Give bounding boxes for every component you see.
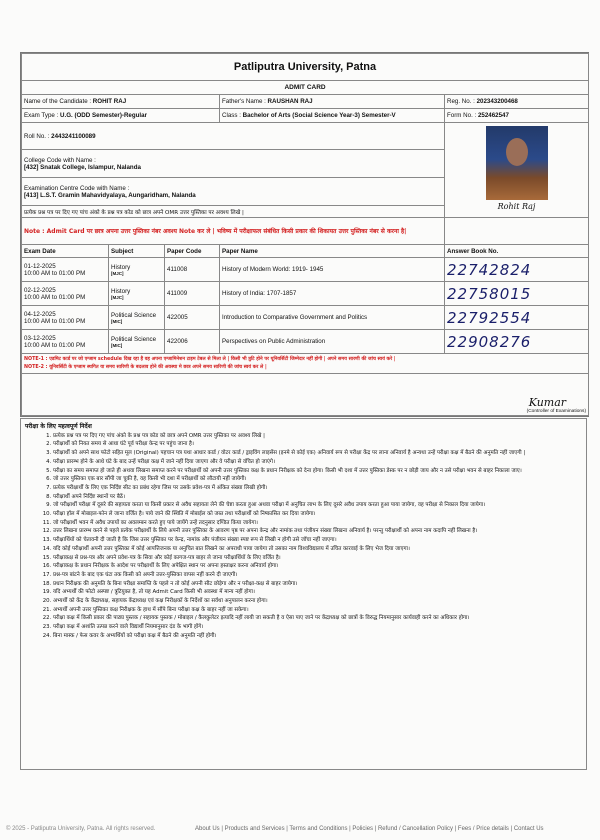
header-answer-book: Answer Book No. <box>445 245 589 258</box>
instruction-item: 15. परीक्षाकक्ष से प्रश्न-पत्र और अपने प्रवेश-पत्र के सिवा और कोई कागज-पत्र बाहर ले जाना परीक्षार्थियों के लिए वर्जित है। <box>53 554 582 563</box>
instruction-item: 14. यदि कोई परीक्षार्थी अपनी उत्तर पुस्तिका में कोई आपत्तिजनक या अनुचित बात लिखने का अपराधी पाया जायेगा तो उसका नाम विश्वविद्यालय में उचित कारवाई के लिए भेज दिया जाएगा। <box>53 545 582 554</box>
footer-link-policies[interactable]: Policies <box>352 826 374 832</box>
instruction-item: 19. यदि अभ्यर्थी की फोटो अस्पष्ट / त्रुटियुक्त है, तो यह Admit Card किसी भी अवस्था में मान्य नहीं होगा। <box>53 588 582 597</box>
exam-row: 01-12-2025 10:00 AM to 01:00 PM History [MJC] 411008 History of Modern World: 1919- 1945 22742824 <box>22 258 589 282</box>
controller-label: (Controller of Examinations) <box>526 409 587 414</box>
candidate-name: Name of the Candidate : ROHIT RAJ <box>22 95 220 109</box>
controller-signature: Kumar <box>528 396 567 409</box>
footer-links: About Us | Products and Services | Terms and Conditions | Policies | Refund / Cancellation Policy | Fees / Price details | Contact Us <box>195 826 544 832</box>
answer-book-no: 22792554 <box>445 306 589 330</box>
footer-link-terms[interactable]: Terms and Conditions <box>289 826 348 832</box>
form-no: Form No. : 252462547 <box>445 109 589 123</box>
instruction-item: 16. परीक्षाकक्ष के प्रधान निरीक्षक के आदेश पर परीक्षार्थी के लिए अपेक्षित स्थान पर अपना हस्ताक्षर करना अनिवार्य होगा। <box>53 562 582 571</box>
university-name: Patliputra University, Patna <box>22 54 589 81</box>
exam-row: 03-12-2025 10:00 AM to 01:00 PM Political Science [MIC] 422006 Perspectives on Public Administration 22908276 <box>22 330 589 354</box>
exam-row: 04-12-2025 10:00 AM to 01:00 PM Political Science [MIC] 422005 Introduction to Comparative Government and Politics 22792554 <box>22 306 589 330</box>
instruction-item: 5. परीक्षा का समय समाप्त हो जाते ही अथवा लिखना समाप्त करने पर परीक्षार्थी को अपनी उत्तर पुस्तिका कक्ष के प्रधान निरीक्षक को देना होगा। किसी भी दशा में उत्तर पुस्तिका डेस्क पर न छोड़ी जाय और न उसे परीक्षा भवन से बाहर निकाला जाए। <box>53 467 582 476</box>
instruction-item: 13. परीक्षार्थियों को चेतावनी दी जाती है कि जिस उत्तर पुस्तिका पर केन्द्र, नामांक और पंजीयन संख्या स्पष्ट रूप से लिखी न होगी उसे जाँचा नहीं जाएगा। <box>53 536 582 545</box>
college: College Code with Name : [432] Snatak College, Islampur, Nalanda <box>22 150 445 178</box>
document-title: ADMIT CARD <box>22 81 589 95</box>
instruction-item: 6. जो उत्तर पुस्तिका एक बार सौंपी जा चुकी है, वह किसी भी दशा में परीक्षार्थी को लौटायी नहीं जायेगी। <box>53 475 582 484</box>
exam-type: Exam Type : U.G. (ODD Semester)-Regular <box>22 109 220 123</box>
answer-book-note: Note : Admit Card पर छात्र अपना उत्तर पुस्तिका नंबर अवश्य Note कर ले | भविष्य में परीक्षाफल संबंधित किसी प्रकार की शिकायत उत्तर पुस्तिका नंबर से करना है| <box>22 218 445 245</box>
footer-link-fees[interactable]: Fees / Price details <box>457 826 509 832</box>
admit-card <box>20 52 589 417</box>
omr-notice: प्रत्येक प्रश्न पत्र पर दिए गए पांच अंको के प्रश्न पत्र कोड को छात्र अपने OMR उत्तर पुस्तिका पर अवश्य लिखे | <box>22 206 445 218</box>
instruction-item: 23. परीक्षा कक्ष में अशांति उत्पन्न करने वाले विद्यार्थी नियमानुसार दंड के भागी होंगे। <box>53 623 582 632</box>
instructions-title: परीक्षा के लिए महत्वपूर्ण निर्देश <box>25 423 92 430</box>
instruction-item: 22. परीक्षा कक्ष में किसी प्रकार की पाठ्य पुस्तक / सहायक पुस्तक / मोबाइल / कैलकुलेटर इत्यादि नहीं लायी जा सकती है व ऐसा पाए जाने पर केंद्राध्यक्ष को छात्रों के विरुद्ध नियमानुसार कार्यवाही करने का अधिकार होगा। <box>53 614 582 623</box>
instruction-item: 11. जो परीक्षार्थी भवन में अवैध उपायों का अवलम्बन करते हुए पाये जायेंगे उन्हें तदनुसार दण्डित किया जायेगा। <box>53 519 582 528</box>
answer-book-no: 22758015 <box>445 282 589 306</box>
schedule-notes: NOTE-1 : एडमिट कार्ड पर जो एग्जाम schedule दिख रहा है वह अपना एग्जामिनेशन टाइम टेबल से मिला ले | किसी भी त्रुटि होने पर यूनिवर्सिटी जिम्मेदार नहीं होगी | अपने समय सारणी की जांच स्वयं करे | NOTE-2 : यूनिवर्सिटी के एग्जाम स्थगित या समय सारिणी के बदलाव होने की अवस्था मे छात्र अपने समय सारिणी की जांच स्वयं कर ले | <box>22 354 589 374</box>
instruction-item: 18. प्रधान निरीक्षक की अनुमति के बिना परीक्षा समाप्ति के पहले न तो कोई अपनी सीट छोड़ेगा और न परीक्षा-कक्ष से बाहर जायेगा। <box>53 580 582 589</box>
candidate-signature: Rohit Raj <box>497 202 536 211</box>
instruction-item: 2. परीक्षार्थी को नियत समय से आधा घंटे पूर्व परीक्षा केन्द्र पर पहुंच जाना है। <box>53 440 582 449</box>
instruction-item: 9. जो परीक्षार्थी परीक्षा में दूसरे की सहायता करता या किसी प्रकार से अवैध सहायता लेने की चेष्टा करता हुआ अथवा परीक्षा में अनुचित लाभ के लिए दूसरे अवैध उपाय करता हुआ पाया जायेगा, वह परीक्षा से निकाल दिया जायेगा। <box>53 501 582 510</box>
instruction-item: 4. परीक्षा प्रारम्भ होने के आधे घंटे के बाद उन्हें परीक्षा कक्ष में जाने नहीं दिया जाएगा और वे परीक्षा से वंचित हो जाएंगे। <box>53 458 582 467</box>
candidate-photo <box>486 126 548 200</box>
instruction-item: 10. परीक्षा हॉल में मोबाइल-फोन ले जाना वर्जित है। पाये जाने की स्थिति में मोबाईल को जब्त तथा परीक्षार्थी को निष्कासित कर दिया जायेगा। <box>53 510 582 519</box>
instructions-list <box>25 432 582 641</box>
footer-link-contact[interactable]: Contact Us <box>513 826 544 832</box>
instructions <box>20 418 587 770</box>
instruction-item: 8. परीक्षार्थी अपने निर्दिष्ट स्थानों पर बैठें। <box>53 493 582 502</box>
header-paper-name: Paper Name <box>220 245 445 258</box>
instruction-item: 21. अभ्यर्थी अपनी उत्तर पुस्तिका कक्ष निरीक्षक के हाथ में सौंपे बिना परीक्षा कक्ष के बाहर नहीं जा सकेगा। <box>53 606 582 615</box>
instruction-item: 12. उत्तर लिखना प्रारम्भ करने से पहले प्रत्येक परीक्षार्थी के लिये अपनी उत्तर पुस्तिका के आवरण पृष्ठ पर अपना केन्द्र और नामांक तथा पंजीयन संख्या लिखना अनिवार्य है। परन्तु परीक्षार्थी को अपना नाम कदापि नहीं लिखना है। <box>53 527 582 536</box>
footer-link-about[interactable]: About Us <box>195 826 220 832</box>
header-paper-code: Paper Code <box>165 245 220 258</box>
reg-no: Reg. No. : 202343200468 <box>445 95 589 109</box>
instruction-item: 17. प्रश्न-पत्र बांटने के बाद एक घंटा तक किसी को अपनी उत्तर-पुस्तिका वापस नहीं करने दी जाएगी। <box>53 571 582 580</box>
father-name: Father's Name : RAUSHAN RAJ <box>220 95 445 109</box>
footer-link-products[interactable]: Products and Services <box>224 826 285 832</box>
exam-centre: Examination Centre Code with Name : [413] L.S.T. Gramin Mahavidyalaya, Aungaridham, Nalanda <box>22 178 445 206</box>
instruction-item: 24. बिना मास्क / फेस कवर के अभ्यर्थियों को परीक्षा कक्ष में बैठने की अनुमति नहीं होगी। <box>53 632 582 641</box>
answer-book-no: 22742824 <box>445 258 589 282</box>
controller-cell <box>22 374 589 416</box>
answer-book-no: 22908276 <box>445 330 589 354</box>
header-exam-date: Exam Date <box>22 245 109 258</box>
footer-link-refund[interactable]: Refund / Cancellation Policy <box>377 826 453 832</box>
instruction-item: 1. प्रत्येक प्रश्न पत्र पर दिए गए पांच अंको के प्रश्न पत्र कोड को छात्र अपने OMR उत्तर पुस्तिका पर अवश्य लिखे | <box>53 432 582 441</box>
roll-no: Roll No. : 2443241100089 <box>22 123 445 150</box>
instruction-item: 7. प्रत्येक परीक्षार्थी के लिए एक निर्दिष्ट सीट का प्रबंध रहेगा जिस पर उसके प्रवेश-पत्र में अंकित संख्या लिखी होगी। <box>53 484 582 493</box>
class: Class : Bachelor of Arts (Social Science Year-3) Semester-V <box>220 109 445 123</box>
instruction-item: 20. अभ्यर्थी को केंद्र के केंद्राध्यक्ष, सहायक केंद्राध्यक्ष एवं कक्ष निरीक्षकों के निर्देशों का सर्वथा अनुपालन करना होगा। <box>53 597 582 606</box>
instruction-item: 3. परीक्षार्थी को अपने साथ फोटो सहित मूल (Original) पहचान पत्र यथा आधार कार्ड / वोटर कार्ड / ड्राइविंग लाइसेंस (इनमे से कोई एक) अनिवार्य रूप से परीक्षा केंद्र पर लाना अनिवार्य है अन्यथा उन्हें परीक्षा कक्ष में बैठने की अनुमति नहीं जाएगी | <box>53 449 582 458</box>
header-subject: Subject <box>109 245 165 258</box>
exam-row: 02-12-2025 10:00 AM to 01:00 PM History [MJC] 411009 History of India: 1707-1857 22758015 <box>22 282 589 306</box>
copyright: © 2025 - Patliputra University, Patna. All rights reserved. <box>6 826 156 832</box>
photo-cell <box>445 123 589 218</box>
